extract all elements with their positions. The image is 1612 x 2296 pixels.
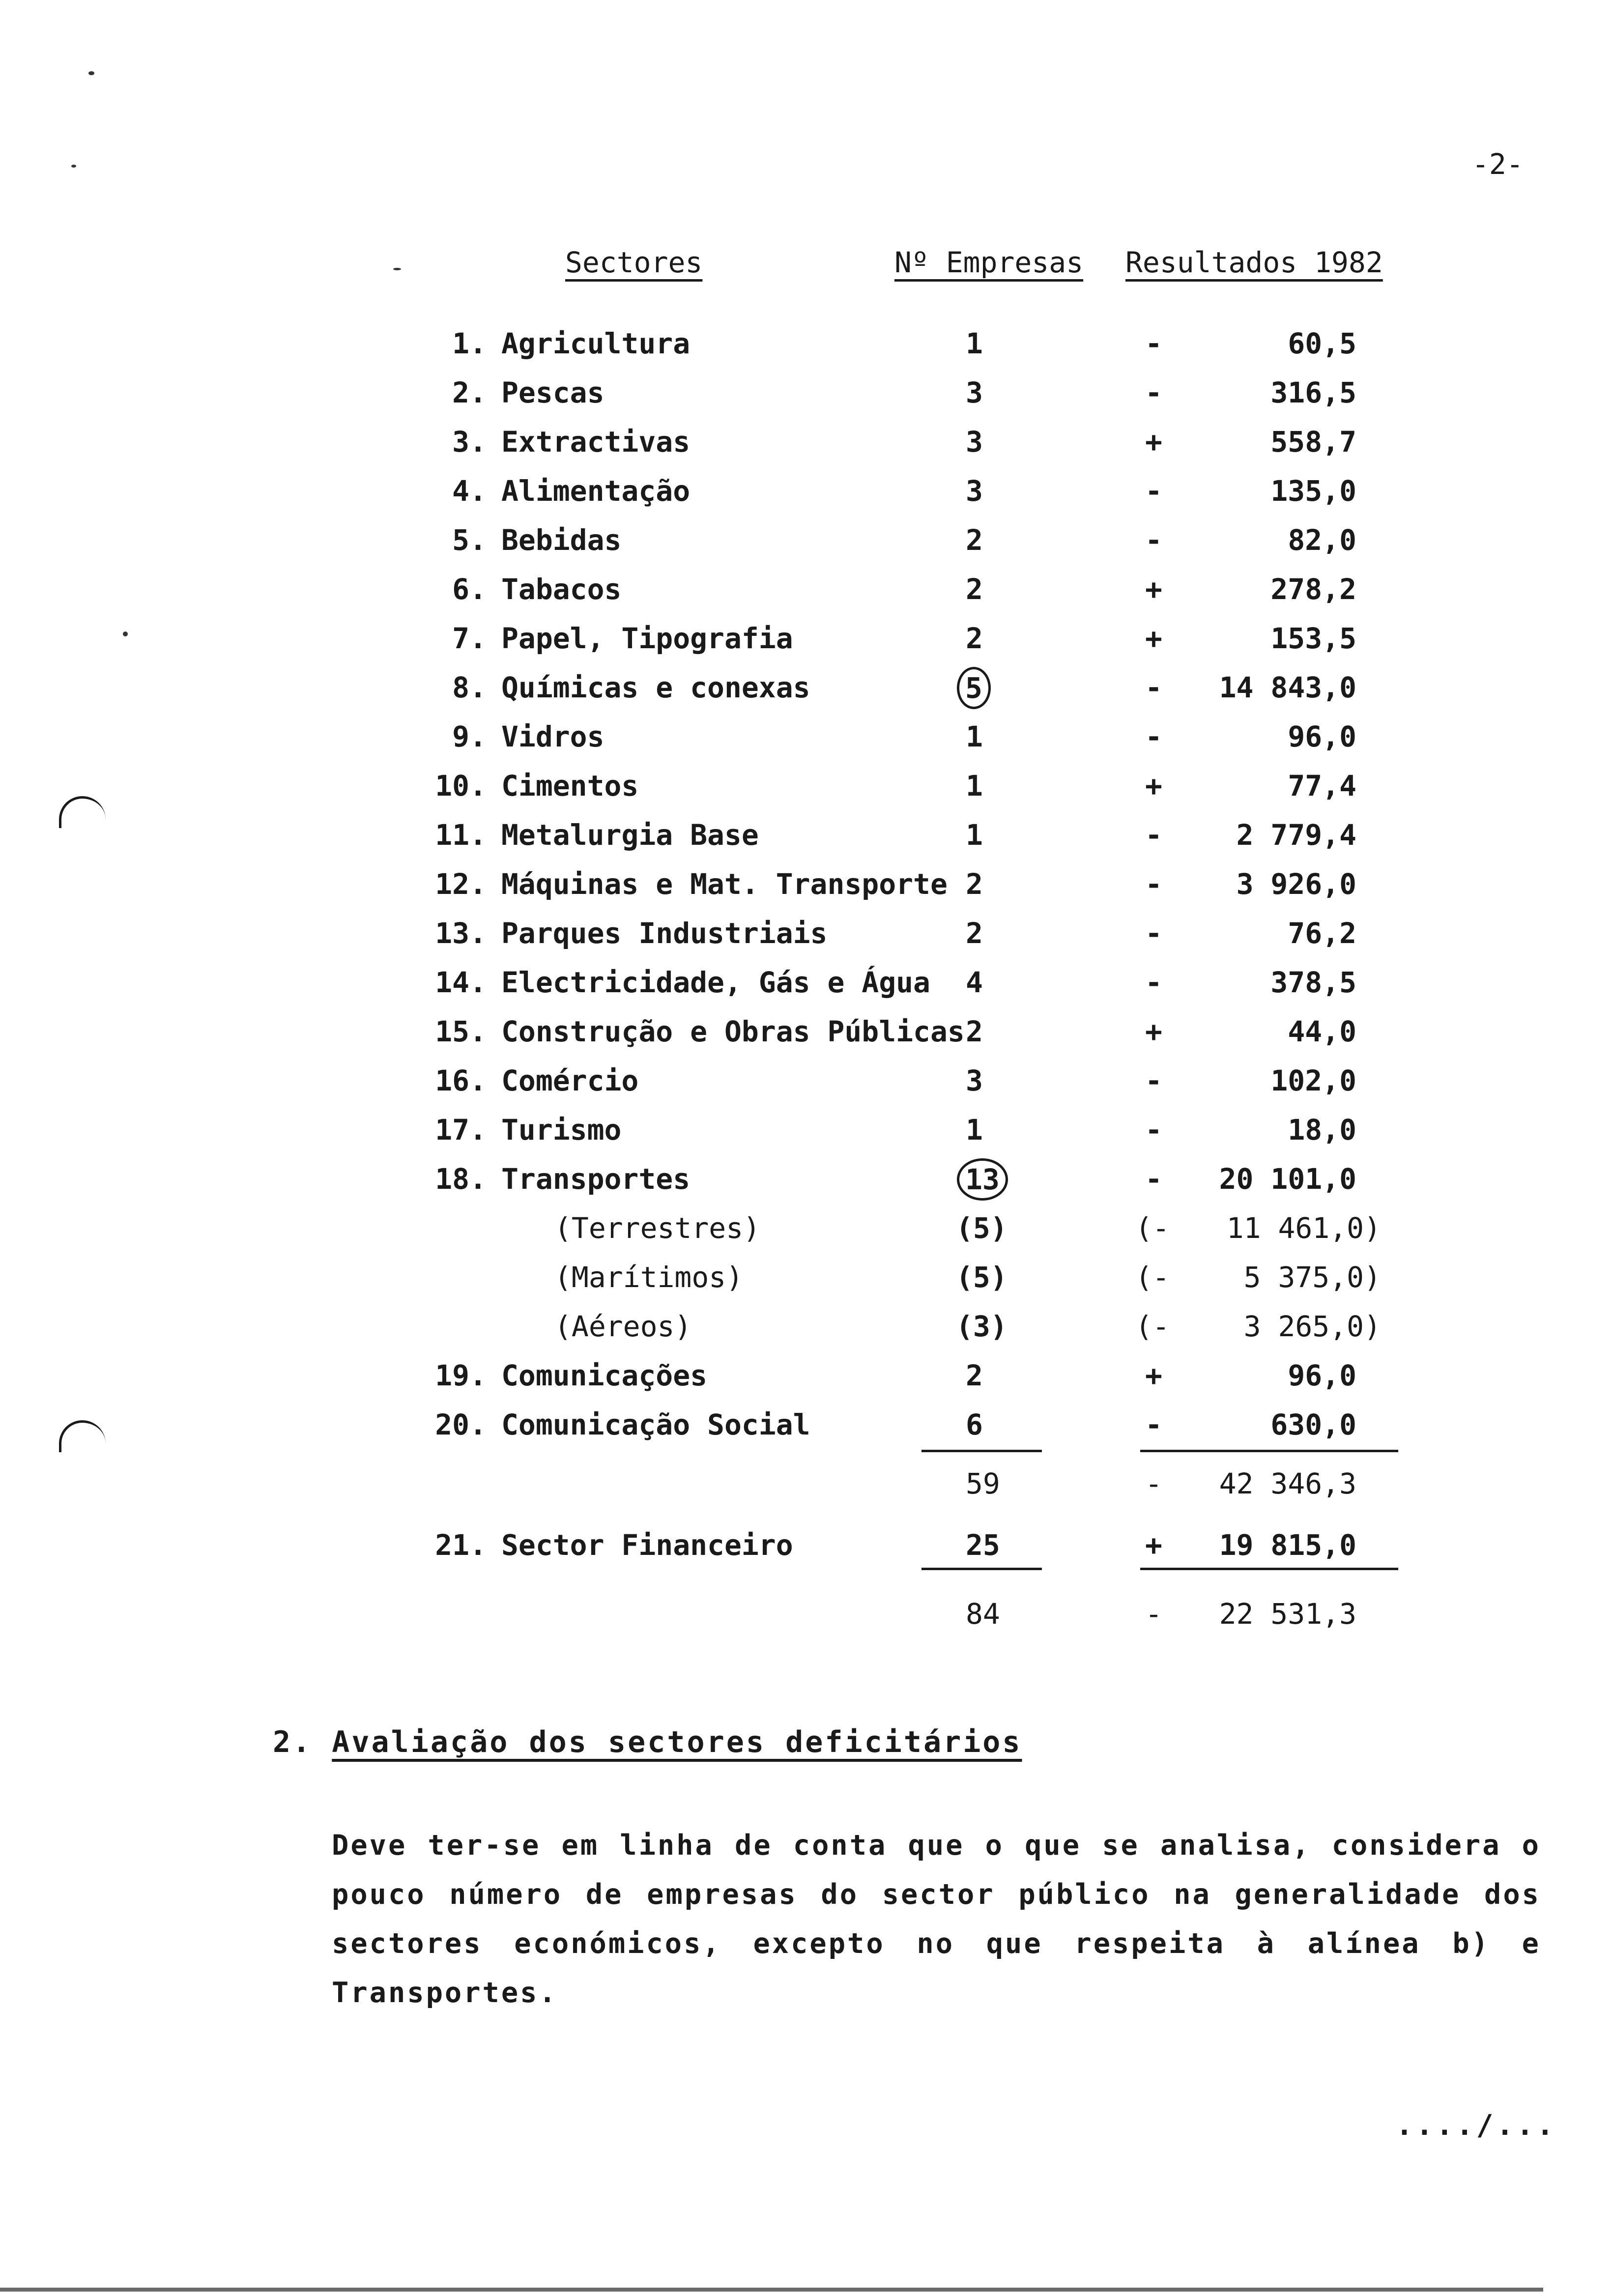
subtotal-rule-value	[1140, 1450, 1398, 1452]
row-sign: -	[1145, 327, 1162, 360]
row-count: 6	[966, 1408, 983, 1441]
row-sector: Alimentação	[501, 474, 691, 508]
row-sign: (-	[1135, 1211, 1170, 1245]
scan-speck	[393, 268, 401, 270]
table-row	[0, 867, 1612, 917]
row-number: 17.	[435, 1113, 487, 1147]
row-count: 1	[966, 818, 983, 852]
row-value: 60,5	[1288, 327, 1356, 360]
row-count: 3	[966, 474, 983, 508]
row-sign: -	[1145, 671, 1162, 704]
row-count: 25	[966, 1528, 1000, 1562]
total-value: 22 531,3	[1219, 1597, 1356, 1631]
row-number: 21.	[435, 1528, 487, 1562]
row-count-circled	[966, 1162, 1098, 1201]
total-rule-value	[1140, 1568, 1398, 1570]
row-sector: Comunicações	[501, 1359, 708, 1392]
row-sign: -	[1145, 523, 1162, 557]
row-sign: -	[1145, 720, 1162, 753]
row-number: 9.	[452, 720, 487, 753]
row-value: 3 926,0	[1236, 867, 1356, 901]
section-number: 2.	[273, 1725, 313, 1759]
row-count: 1	[966, 1113, 983, 1147]
row-count: 2	[966, 1359, 983, 1392]
row-value: 18,0	[1288, 1113, 1356, 1147]
row-sign: +	[1145, 1015, 1162, 1048]
row-number: 12.	[435, 867, 487, 901]
subtotal-row	[0, 1467, 1612, 1516]
row-sign: +	[1145, 622, 1162, 655]
row-subsector: (Terrestres)	[554, 1211, 761, 1245]
row-number: 13.	[435, 917, 487, 950]
table-row	[0, 327, 1612, 376]
row-count: 2	[966, 573, 983, 606]
row-count: (3)	[956, 1310, 1008, 1343]
circled-count: 5	[957, 667, 991, 709]
table-row	[0, 523, 1612, 573]
row-count-circled	[966, 671, 1098, 709]
row-sign: -	[1145, 1162, 1162, 1196]
scan-speck	[88, 71, 94, 75]
row-number: 16.	[435, 1064, 487, 1097]
subtotal-rule-count	[921, 1450, 1042, 1452]
table-row	[0, 1211, 1612, 1261]
table-row	[0, 376, 1612, 425]
row-sector: Extractivas	[501, 425, 691, 459]
row-number: 15.	[435, 1015, 487, 1048]
circled-count: 13	[957, 1158, 1008, 1201]
row-sector: Turismo	[501, 1113, 622, 1147]
row-sign: -	[1145, 1064, 1162, 1097]
scan-speck	[123, 631, 128, 636]
row-sector: Máquinas e Mat. Transporte	[501, 867, 948, 901]
table-row	[0, 1359, 1612, 1408]
subtotal-count: 59	[966, 1467, 1000, 1500]
row-sector: Tabacos	[501, 573, 622, 606]
row-sign: -	[1145, 966, 1162, 999]
table-row	[0, 818, 1612, 867]
table-row	[0, 1310, 1612, 1359]
row-value: 558,7	[1270, 425, 1356, 459]
page-bottom-edge	[0, 2288, 1543, 2292]
header-companies: Nº Empresas	[894, 246, 1084, 279]
table-row	[0, 425, 1612, 474]
row-value: 3 265,0)	[1243, 1310, 1381, 1343]
header-results: Resultados 1982	[1125, 246, 1383, 279]
row-sign: -	[1145, 867, 1162, 901]
row-sign: -	[1145, 474, 1162, 508]
row-sector: Parques Industriais	[501, 917, 828, 950]
row-number: 5.	[452, 523, 487, 557]
table-row	[0, 769, 1612, 818]
continuation-mark: ..../...	[1396, 2108, 1557, 2142]
row-value: 96,0	[1288, 1359, 1356, 1392]
total-sign: -	[1145, 1597, 1162, 1631]
subtotal-sign: -	[1145, 1467, 1162, 1500]
row-count: 3	[966, 1064, 983, 1097]
row-value: 77,4	[1288, 769, 1356, 803]
row-number: 4.	[452, 474, 487, 508]
row-value: 96,0	[1288, 720, 1356, 753]
table-row	[0, 917, 1612, 966]
row-value: 316,5	[1270, 376, 1356, 409]
row-count: 3	[966, 376, 983, 409]
table-row	[0, 671, 1612, 720]
section-paragraph: Deve ter-se em linha de conta que o que se analisa, considera o pouco número de empresas do sector público na generalidade dos sectores económicos, excepto no que respeita à alínea b) e Transportes.	[332, 1829, 1541, 2009]
row-sign: -	[1145, 1113, 1162, 1147]
row-number: 11.	[435, 818, 487, 852]
row-count: 4	[966, 966, 983, 999]
row-sector: Bebidas	[501, 523, 622, 557]
row-count: (5)	[956, 1211, 1008, 1245]
table-row	[0, 1113, 1612, 1162]
row-number: 18.	[435, 1162, 487, 1196]
row-value: 11 461,0)	[1226, 1211, 1381, 1245]
row-sign: (-	[1135, 1261, 1170, 1294]
row-sign: +	[1145, 1359, 1162, 1392]
table-row	[0, 1162, 1612, 1211]
row-number: 8.	[452, 671, 487, 704]
row-value: 76,2	[1288, 917, 1356, 950]
section-heading	[273, 1725, 1022, 1759]
row-value: 278,2	[1270, 573, 1356, 606]
row-sector: Metalurgia Base	[501, 818, 759, 852]
row-sector: Comércio	[501, 1064, 639, 1097]
row-value: 630,0	[1270, 1408, 1356, 1441]
row-sector: Agricultura	[501, 327, 691, 360]
table-row	[0, 474, 1612, 523]
row-sector: Químicas e conexas	[501, 671, 810, 704]
header-sectors: Sectores	[565, 246, 703, 279]
section-title: Avaliação dos sectores deficitários	[332, 1725, 1022, 1759]
row-count: 2	[966, 1015, 983, 1048]
row-sector: Pescas	[501, 376, 604, 409]
row-count: 1	[966, 327, 983, 360]
table-row	[0, 1064, 1612, 1113]
row-value: 20 101,0	[1219, 1162, 1356, 1196]
row-value: 135,0	[1270, 474, 1356, 508]
row-sign: +	[1145, 769, 1162, 803]
row-count: 2	[966, 523, 983, 557]
row-sign: -	[1145, 1408, 1162, 1441]
row-sector: Transportes	[501, 1162, 691, 1196]
row-subsector: (Marítimos)	[554, 1261, 744, 1294]
row-number: 14.	[435, 966, 487, 999]
row-sign: -	[1145, 818, 1162, 852]
subtotal-value: 42 346,3	[1219, 1467, 1356, 1500]
row-sector: Construção e Obras Públicas	[501, 1015, 965, 1048]
row-number: 1.	[452, 327, 487, 360]
row-number: 6.	[452, 573, 487, 606]
total-rule-count	[921, 1568, 1042, 1570]
row-sector: Electricidade, Gás e Água	[501, 966, 930, 999]
row-value: 102,0	[1270, 1064, 1356, 1097]
table-row	[0, 1261, 1612, 1310]
row-count: 3	[966, 425, 983, 459]
row-number: 10.	[435, 769, 487, 803]
row-count: 1	[966, 720, 983, 753]
row-number: 2.	[452, 376, 487, 409]
row-sign: -	[1145, 376, 1162, 409]
table-row	[0, 622, 1612, 671]
row-sector: Papel, Tipografia	[501, 622, 793, 655]
row-sign: +	[1145, 1528, 1162, 1562]
row-value: 44,0	[1288, 1015, 1356, 1048]
table-row	[0, 720, 1612, 769]
page-number: -2-	[1472, 147, 1524, 181]
row-sign: +	[1145, 425, 1162, 459]
table-row	[0, 1015, 1612, 1064]
row-count: 2	[966, 917, 983, 950]
table-row	[0, 966, 1612, 1015]
row-sector: Comunicação Social	[501, 1408, 810, 1441]
row-value: 14 843,0	[1219, 671, 1356, 704]
row-sign: (-	[1135, 1310, 1170, 1343]
row-count: 2	[966, 867, 983, 901]
row-sign: -	[1145, 917, 1162, 950]
row-subsector: (Aéreos)	[554, 1310, 692, 1343]
row-count: 2	[966, 622, 983, 655]
total-row	[0, 1597, 1612, 1646]
financial-row	[0, 1528, 1612, 1578]
row-number: 19.	[435, 1359, 487, 1392]
row-sector: Cimentos	[501, 769, 639, 803]
row-count: 1	[966, 769, 983, 803]
row-count: (5)	[956, 1261, 1008, 1294]
row-sector: Vidros	[501, 720, 604, 753]
row-sign: +	[1145, 573, 1162, 606]
row-value: 19 815,0	[1219, 1528, 1356, 1562]
row-number: 20.	[435, 1408, 487, 1441]
row-number: 7.	[452, 622, 487, 655]
scan-speck	[71, 165, 76, 168]
row-value: 378,5	[1270, 966, 1356, 999]
row-value: 82,0	[1288, 523, 1356, 557]
total-count: 84	[966, 1597, 1000, 1631]
row-sector: Sector Financeiro	[501, 1528, 793, 1562]
row-number: 3.	[452, 425, 487, 459]
row-value: 153,5	[1270, 622, 1356, 655]
row-value: 2 779,4	[1236, 818, 1356, 852]
table-row	[0, 573, 1612, 622]
row-value: 5 375,0)	[1243, 1261, 1381, 1294]
